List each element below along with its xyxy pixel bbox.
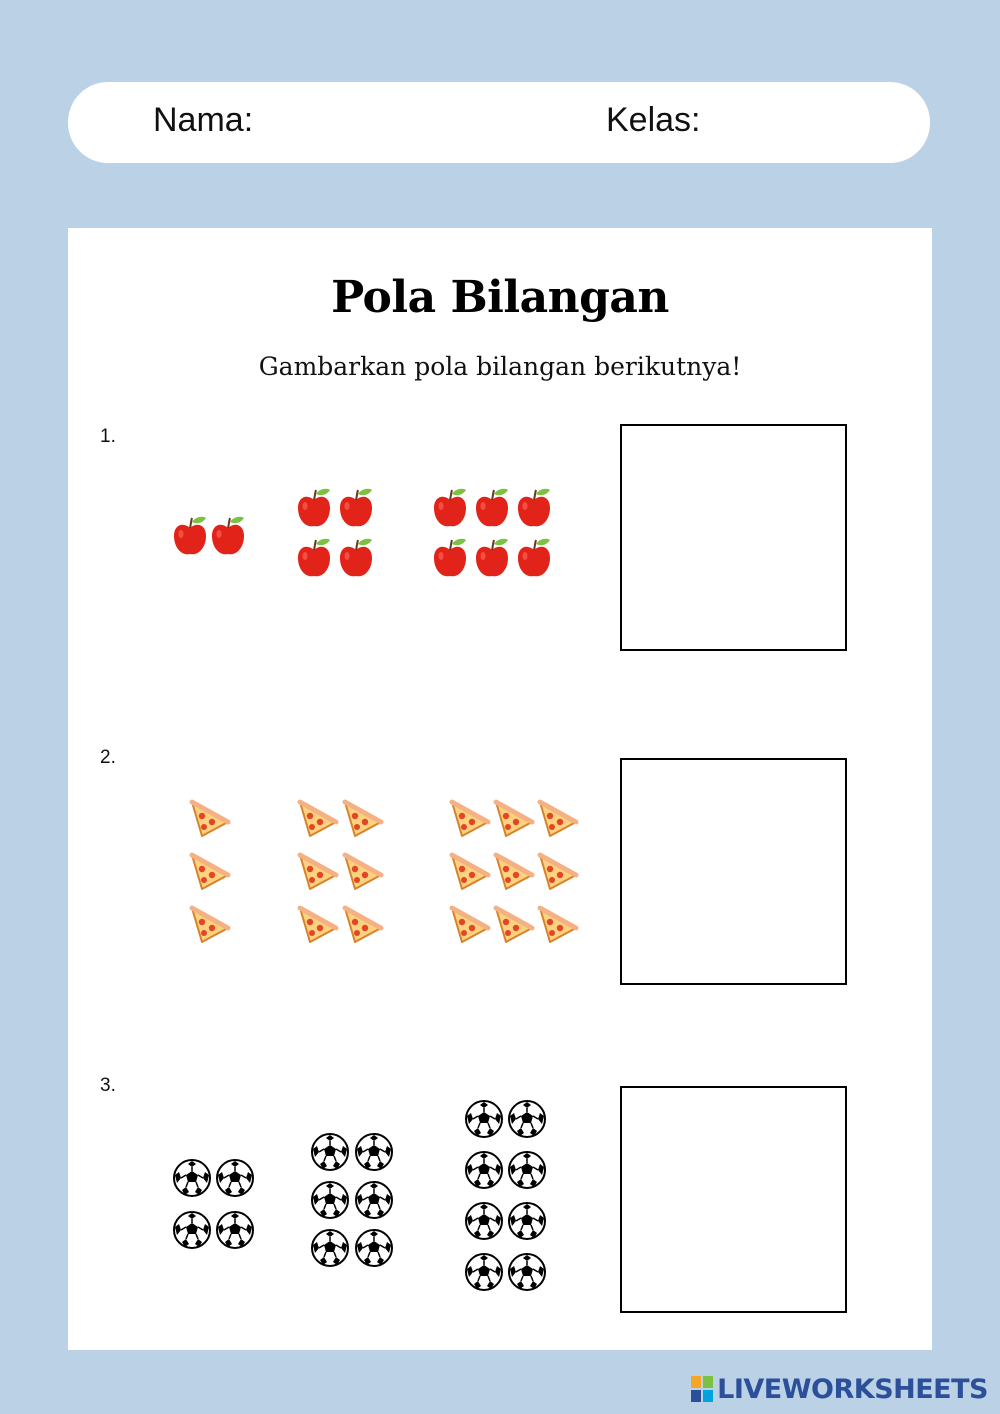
liveworksheets-logo-icon <box>691 1376 713 1402</box>
pizza-slice-icon <box>341 849 385 898</box>
soccer-ball-icon <box>507 1099 547 1144</box>
apple-icon <box>294 536 334 585</box>
soccer-ball-icon <box>507 1150 547 1195</box>
soccer-ball-icon <box>215 1158 255 1203</box>
worksheet-instructions: Gambarkan pola bilangan berikutnya! <box>258 352 742 381</box>
pizza-slice-icon <box>341 902 385 951</box>
apple-icon <box>430 486 470 535</box>
pizza-slice-icon <box>492 849 536 898</box>
pizza-slice-icon <box>492 796 536 845</box>
apple-icon <box>294 486 334 535</box>
soccer-ball-icon <box>464 1150 504 1195</box>
pizza-slice-icon <box>448 849 492 898</box>
pizza-slice-icon <box>448 902 492 951</box>
apple-icon <box>430 536 470 585</box>
pizza-slice-icon <box>188 849 232 898</box>
soccer-ball-icon <box>310 1228 350 1273</box>
apple-icon <box>514 536 554 585</box>
pizza-slice-icon <box>296 902 340 951</box>
class-label: Kelas: <box>606 101 701 139</box>
pizza-slice-icon <box>536 902 580 951</box>
soccer-ball-icon <box>464 1099 504 1144</box>
worksheet-title: Pola Bilangan <box>331 272 669 323</box>
apple-icon <box>514 486 554 535</box>
name-label: Nama: <box>153 101 254 139</box>
soccer-ball-icon <box>310 1132 350 1177</box>
answer-box-1[interactable] <box>620 424 847 651</box>
liveworksheets-brand: LIVEWORKSHEETS <box>717 1373 988 1405</box>
apple-icon <box>472 536 512 585</box>
student-info-bar <box>68 82 930 163</box>
apple-icon <box>170 514 210 563</box>
soccer-ball-icon <box>507 1201 547 1246</box>
answer-box-3[interactable] <box>620 1086 847 1313</box>
question-number-3: 3. <box>100 1075 116 1096</box>
pizza-slice-icon <box>341 796 385 845</box>
soccer-ball-icon <box>172 1210 212 1255</box>
pizza-slice-icon <box>188 902 232 951</box>
pizza-slice-icon <box>492 902 536 951</box>
worksheet-sheet <box>68 228 932 1350</box>
apple-icon <box>208 514 248 563</box>
apple-icon <box>336 536 376 585</box>
soccer-ball-icon <box>354 1180 394 1225</box>
soccer-ball-icon <box>354 1132 394 1177</box>
soccer-ball-icon <box>310 1180 350 1225</box>
soccer-ball-icon <box>464 1201 504 1246</box>
pizza-slice-icon <box>536 849 580 898</box>
liveworksheets-footer <box>691 1372 988 1406</box>
question-number-1: 1. <box>100 426 116 447</box>
answer-box-2[interactable] <box>620 758 847 985</box>
pizza-slice-icon <box>448 796 492 845</box>
soccer-ball-icon <box>464 1252 504 1297</box>
pizza-slice-icon <box>296 796 340 845</box>
question-number-2: 2. <box>100 747 116 768</box>
apple-icon <box>472 486 512 535</box>
soccer-ball-icon <box>172 1158 212 1203</box>
soccer-ball-icon <box>215 1210 255 1255</box>
soccer-ball-icon <box>354 1228 394 1273</box>
pizza-slice-icon <box>536 796 580 845</box>
apple-icon <box>336 486 376 535</box>
soccer-ball-icon <box>507 1252 547 1297</box>
pizza-slice-icon <box>188 796 232 845</box>
pizza-slice-icon <box>296 849 340 898</box>
